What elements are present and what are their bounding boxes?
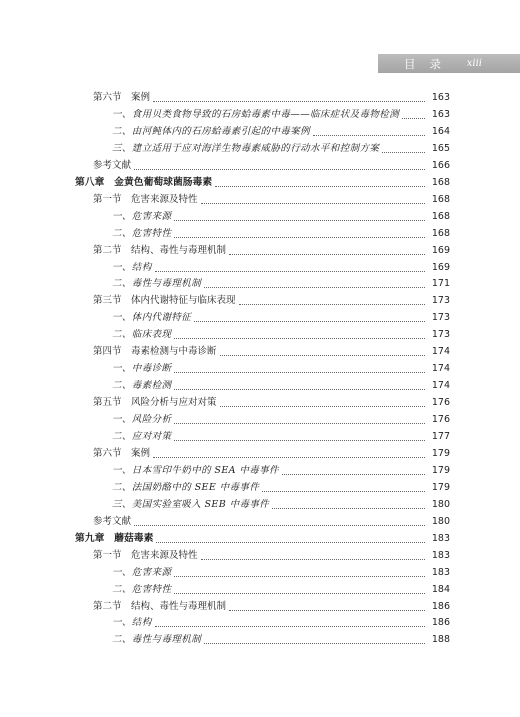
toc-entry-page: 179 xyxy=(431,464,450,476)
toc-entry-page: 168 xyxy=(431,193,450,205)
toc-entry-title: 一、体内代谢特征 xyxy=(112,312,192,324)
toc-entry-page: 184 xyxy=(431,583,450,595)
toc-entry-title: 第四节 毒素检测与中毒诊断 xyxy=(93,346,217,358)
toc-entry[interactable] xyxy=(0,446,520,462)
toc-entry[interactable] xyxy=(0,226,520,242)
toc-entry[interactable] xyxy=(0,463,520,479)
toc-entry-page: 174 xyxy=(431,346,450,358)
toc-entry[interactable] xyxy=(0,327,520,343)
dot-leader xyxy=(201,558,425,560)
dot-leader xyxy=(201,202,425,204)
toc-entry[interactable] xyxy=(0,480,520,496)
dot-leader xyxy=(204,642,425,644)
toc-entry-page: 183 xyxy=(431,549,450,561)
toc-entry-page: 186 xyxy=(431,617,450,629)
toc-entry-title: 二、由河鲀体内的石房蛤毒素引起的中毒案例 xyxy=(112,125,311,137)
toc-entry[interactable] xyxy=(0,514,520,530)
toc-entry-page: 188 xyxy=(431,634,450,646)
toc-entry[interactable] xyxy=(0,344,520,360)
toc-entry-title: 三、美国实验室吸入 SEB 中毒事件 xyxy=(112,498,270,510)
toc-entry-title: 参考文献 xyxy=(93,515,132,527)
toc-entry-page: 180 xyxy=(431,515,450,527)
dot-leader xyxy=(262,490,425,492)
dot-leader xyxy=(229,253,425,255)
toc-entry[interactable] xyxy=(0,175,520,191)
toc-entry-title: 二、毒性与毒理机制 xyxy=(112,278,202,290)
toc-entry[interactable] xyxy=(0,310,520,326)
toc-entry-title: 一、日本雪印牛奶中的 SEA 中毒事件 xyxy=(112,464,279,476)
toc-entry[interactable] xyxy=(0,395,520,411)
toc-entry[interactable] xyxy=(0,209,520,225)
toc-entry-page: 164 xyxy=(431,125,450,137)
dot-leader xyxy=(272,507,425,509)
toc-entry-title: 一、风险分析 xyxy=(112,414,172,426)
toc-entry-page: 176 xyxy=(431,414,450,426)
toc-entry-title: 第六节 案例 xyxy=(93,447,151,459)
dot-leader xyxy=(382,151,425,153)
toc-entry-title: 第六节 案例 xyxy=(93,92,151,103)
toc-entry-title: 一、中毒诊断 xyxy=(112,363,172,375)
dot-leader xyxy=(174,388,425,390)
toc-entry-title: 第八章 金黄色葡萄球菌肠毒素 xyxy=(75,176,213,188)
toc-entry-page: 186 xyxy=(431,600,450,612)
toc-entry[interactable] xyxy=(0,632,520,648)
dot-leader xyxy=(313,134,425,136)
dot-leader xyxy=(174,422,425,424)
toc-entry[interactable] xyxy=(0,497,520,513)
dot-leader xyxy=(155,270,425,272)
toc-entry-page: 179 xyxy=(431,447,450,459)
toc-entry[interactable] xyxy=(0,276,520,292)
toc-entry-page: 163 xyxy=(431,108,450,120)
toc-entry[interactable] xyxy=(0,293,520,309)
toc-entry-page: 163 xyxy=(431,92,450,103)
dot-leader xyxy=(220,354,425,356)
dot-leader xyxy=(174,439,425,441)
toc-entry-page: 179 xyxy=(431,481,450,493)
dot-leader xyxy=(239,303,425,305)
toc-entry-title: 一、结构 xyxy=(112,261,152,273)
header-title: 目录 xyxy=(404,56,455,71)
toc-entry[interactable] xyxy=(0,412,520,428)
dot-leader xyxy=(215,185,425,187)
toc-entry-title: 二、毒素检测 xyxy=(112,380,172,392)
toc-entry[interactable] xyxy=(0,192,520,208)
dot-leader xyxy=(153,100,425,102)
dot-leader xyxy=(174,236,425,238)
toc-entry[interactable] xyxy=(0,124,520,140)
toc-entry[interactable] xyxy=(0,378,520,394)
toc-entry-title: 二、危害特性 xyxy=(112,227,172,239)
toc-entry-page: 173 xyxy=(431,329,450,341)
dot-leader xyxy=(134,524,425,526)
toc-entry-page: 165 xyxy=(431,142,450,154)
toc-entry-title: 一、危害来源 xyxy=(112,210,172,222)
toc-entry-page: 173 xyxy=(431,312,450,324)
toc-entry[interactable] xyxy=(0,243,520,259)
toc-entry-page: 169 xyxy=(431,261,450,273)
toc-entry[interactable] xyxy=(0,90,520,106)
header-page-number: xiii xyxy=(466,58,482,69)
dot-leader xyxy=(153,456,425,458)
toc-entry-page: 171 xyxy=(431,278,450,290)
dot-leader xyxy=(282,473,425,475)
toc-entry[interactable] xyxy=(0,582,520,598)
toc-entry-title: 参考文献 xyxy=(93,159,132,171)
dot-leader xyxy=(204,286,425,288)
toc-entry[interactable] xyxy=(0,531,520,547)
toc-entry-page: 183 xyxy=(431,566,450,578)
dot-leader xyxy=(155,625,425,627)
toc-entry-title: 二、法国奶酪中的 SEE 中毒事件 xyxy=(112,481,260,493)
dot-leader xyxy=(174,219,425,221)
toc-entry-title: 二、应对对策 xyxy=(112,431,172,442)
toc-entry-page: 174 xyxy=(431,380,450,392)
toc-entry[interactable] xyxy=(0,361,520,377)
toc-entry-page: 166 xyxy=(431,159,450,171)
toc-entry-title: 第一节 危害来源及特性 xyxy=(93,193,198,205)
dot-leader xyxy=(134,168,425,170)
toc-entry[interactable] xyxy=(0,599,520,615)
toc-entry-title: 第二节 结构、毒性与毒理机制 xyxy=(93,600,227,612)
toc-entry-page: 180 xyxy=(431,498,450,510)
toc-entry-title: 二、临床表现 xyxy=(112,329,172,341)
toc-entry-title: 一、危害来源 xyxy=(112,566,172,578)
toc-entry-title: 一、食用贝类食物导致的石房蛤毒素中毒——临床症状及毒物检测 xyxy=(112,108,400,120)
dot-leader xyxy=(156,541,425,543)
toc-entry-title: 第五节 风险分析与应对对策 xyxy=(93,397,217,409)
toc-entry[interactable] xyxy=(0,615,520,631)
toc-entry-page: 177 xyxy=(431,431,450,442)
toc-entry-page: 176 xyxy=(431,397,450,409)
dot-leader xyxy=(174,337,425,339)
toc-entry-title: 一、结构 xyxy=(112,617,152,629)
running-header xyxy=(378,54,520,73)
toc-entry[interactable] xyxy=(0,548,520,564)
toc-entry-page: 173 xyxy=(431,295,450,307)
dot-leader xyxy=(174,575,425,577)
toc-entry-title: 第一节 危害来源及特性 xyxy=(93,549,198,561)
toc-entry-page: 169 xyxy=(431,244,450,256)
toc-entry-page: 168 xyxy=(431,210,450,222)
toc-entry[interactable] xyxy=(0,141,520,157)
dot-leader xyxy=(194,320,425,322)
dot-leader xyxy=(220,405,425,407)
toc-entry-title: 第九章 蘑菇毒素 xyxy=(75,532,154,544)
toc-entry-page: 183 xyxy=(431,532,450,544)
toc-entry-page: 168 xyxy=(431,227,450,239)
toc-entry-title: 三、建立适用于应对海洋生物毒素威胁的行动水平和控制方案 xyxy=(112,142,380,154)
toc-entry[interactable] xyxy=(0,107,520,123)
dot-leader xyxy=(174,371,425,373)
dot-leader xyxy=(402,117,425,119)
toc-entry[interactable] xyxy=(0,565,520,581)
toc-entry-page: 174 xyxy=(431,363,450,375)
toc-entry-title: 第二节 结构、毒性与毒理机制 xyxy=(93,244,227,256)
toc-entry-title: 二、毒性与毒理机制 xyxy=(112,634,202,646)
toc-entry[interactable] xyxy=(0,158,520,174)
toc-entry[interactable] xyxy=(0,260,520,276)
dot-leader xyxy=(174,592,425,594)
toc-entry-title: 第三节 体内代谢特征与临床表现 xyxy=(93,295,236,307)
toc-entry-page: 168 xyxy=(431,176,450,188)
toc-entry-title: 二、危害特性 xyxy=(112,583,172,595)
dot-leader xyxy=(229,609,425,611)
toc-entry[interactable] xyxy=(0,429,520,445)
